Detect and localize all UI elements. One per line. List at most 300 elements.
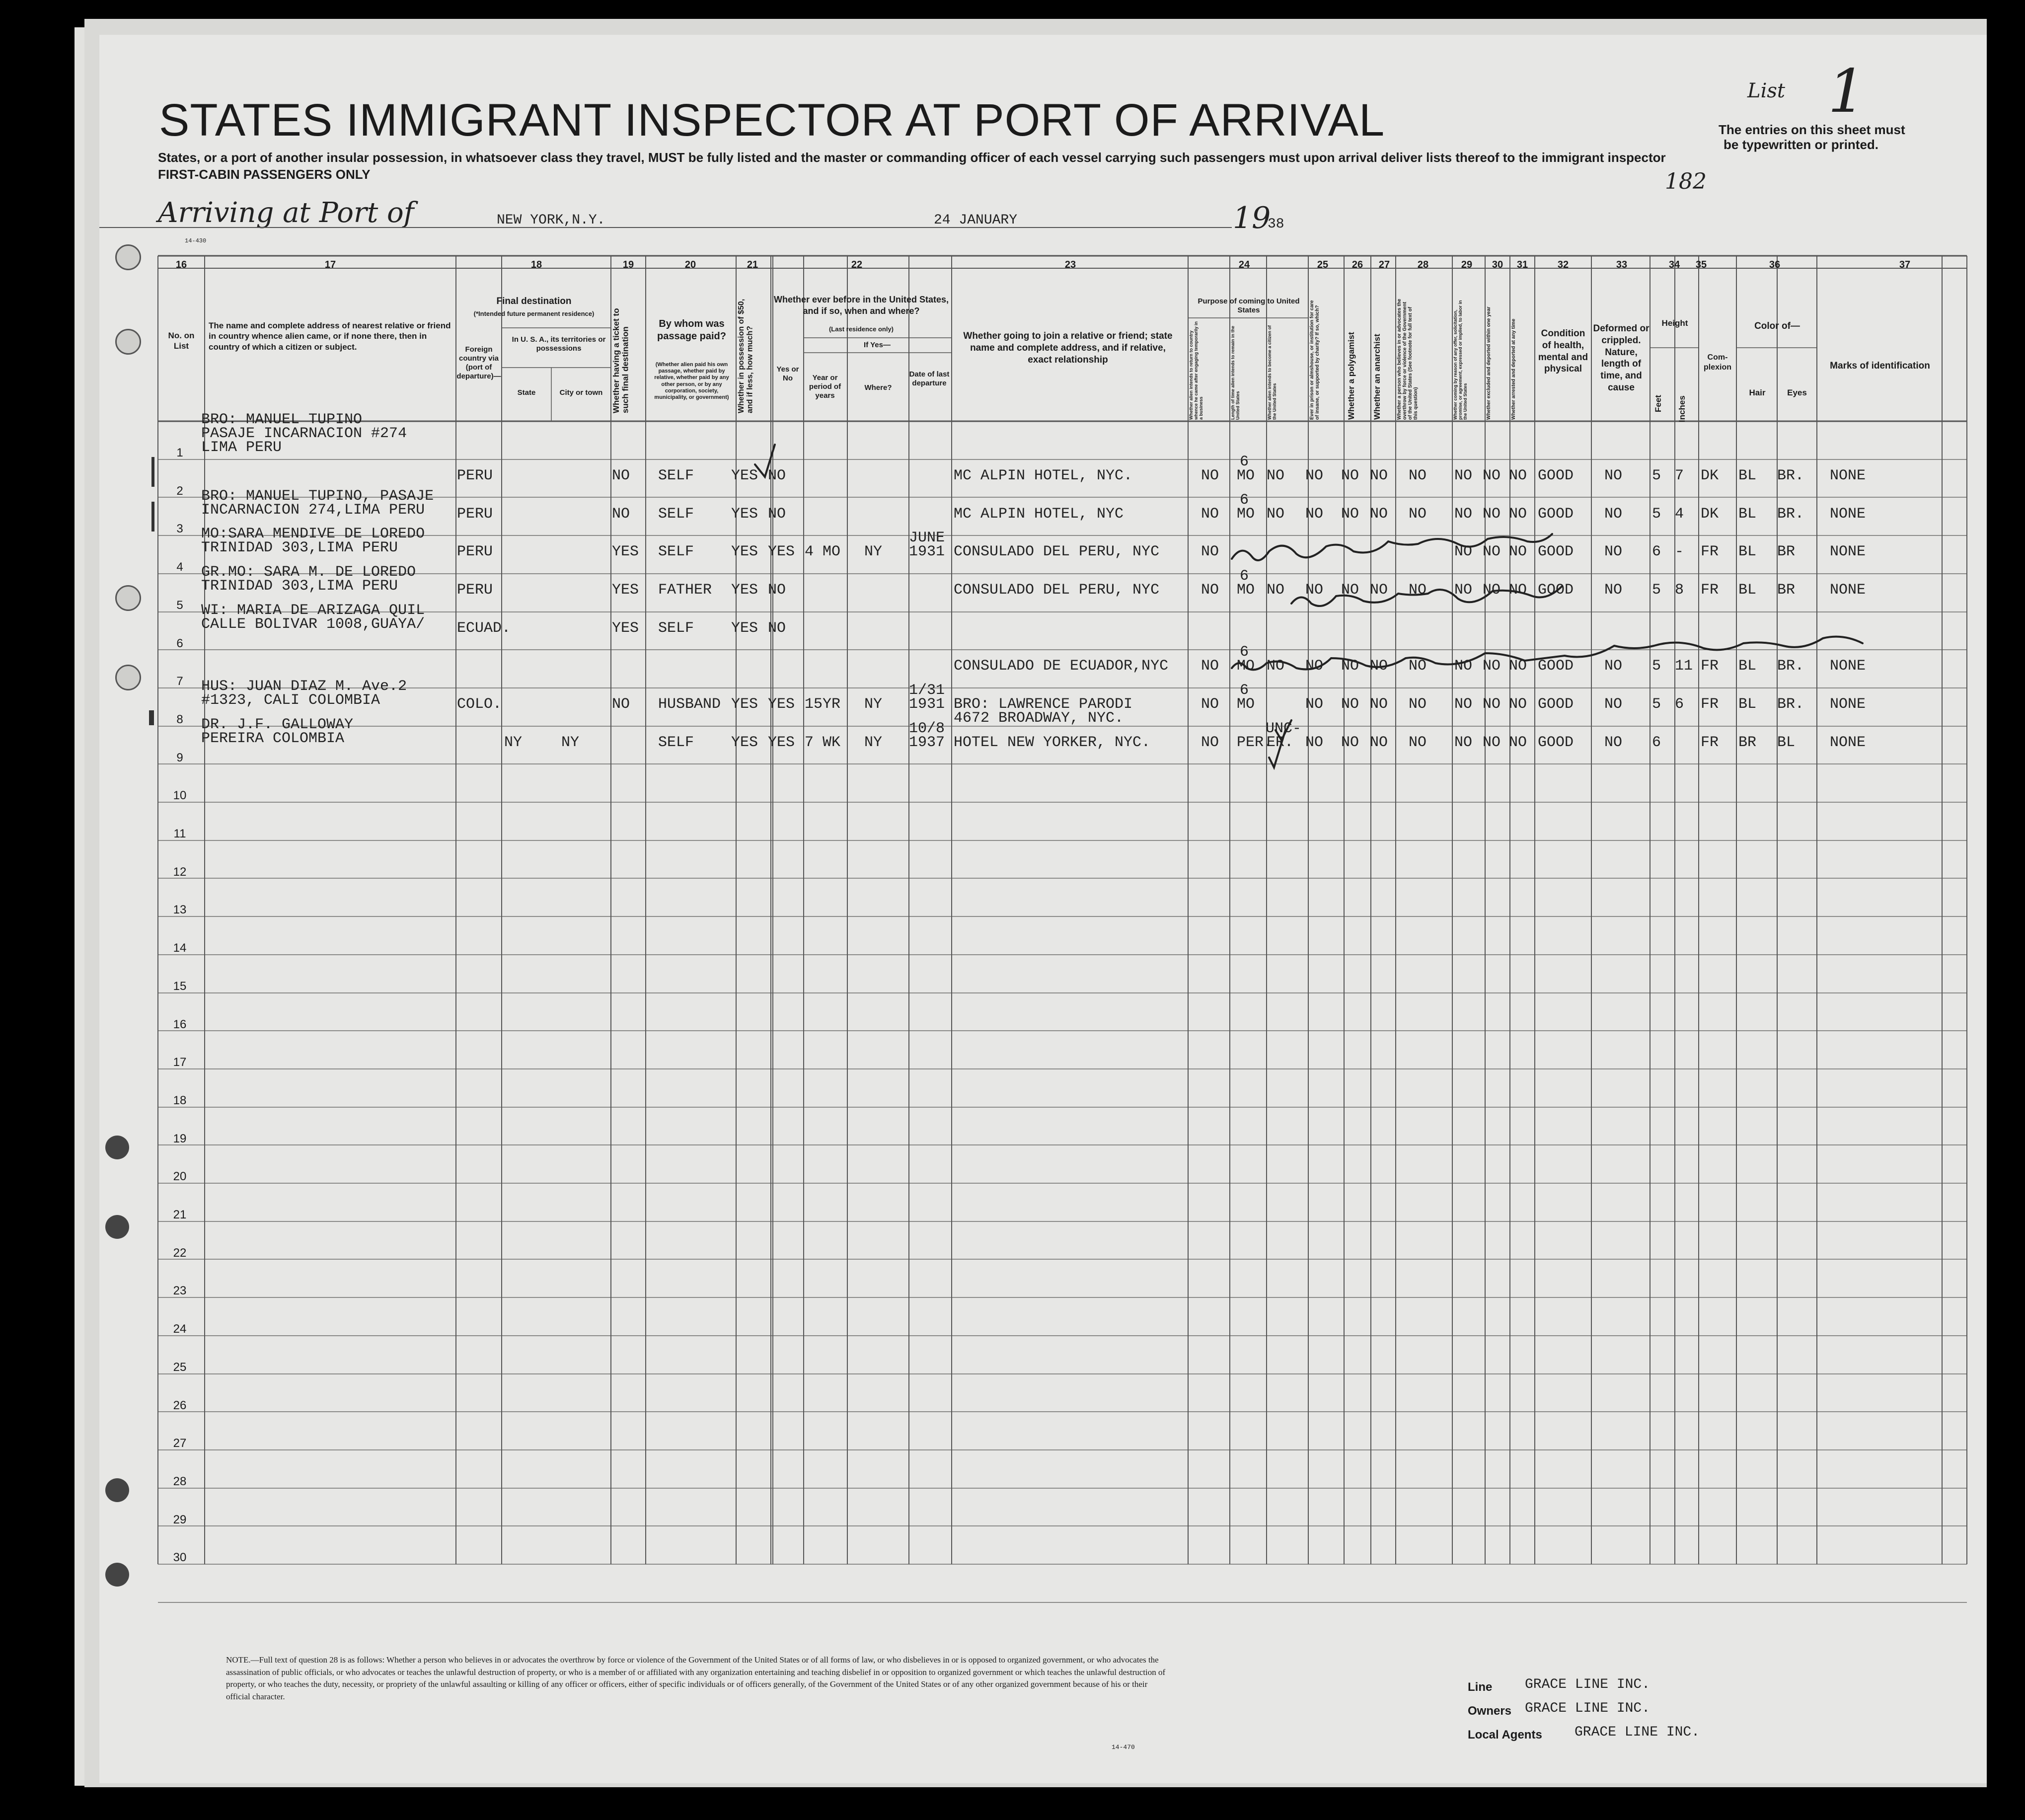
marks-value: NONE <box>1830 505 1866 523</box>
before-in-us: NO <box>768 467 786 484</box>
complexion-value: FR <box>1701 581 1719 599</box>
row-number: 18 <box>173 1093 187 1107</box>
relative-line-1: GR.MO: SARA M. DE LOREDO <box>201 563 416 581</box>
complexion-value: FR <box>1701 658 1719 675</box>
header-inches: Inches <box>1677 395 1687 422</box>
relative-line-1: MO:SARA MENDIVE DE LOREDO <box>201 526 425 543</box>
purpose-length: PER. <box>1237 734 1273 751</box>
row-number: 29 <box>173 1513 187 1526</box>
q31-value: NO <box>1509 696 1527 713</box>
list-number: 1 <box>1828 57 1866 126</box>
purpose-length: MO <box>1237 467 1255 484</box>
health-value: GOOD <box>1538 467 1574 484</box>
join-relative: HOTEL NEW YORKER, NYC. <box>954 734 1151 751</box>
q30-value: NO <box>1483 734 1501 751</box>
purpose-citizen: NO <box>1267 505 1285 523</box>
header-height: Height <box>1661 318 1688 328</box>
height-inches: 11 <box>1675 658 1693 675</box>
header-before: Whether ever before in the United States, and if so, when and where? <box>773 295 949 316</box>
before-in-us: YES <box>768 543 795 561</box>
row-number: 17 <box>173 1056 187 1069</box>
header-where: Where? <box>864 383 892 392</box>
q31-value: NO <box>1509 581 1527 599</box>
header-prison: Ever in prison or almshouse, or institution for care of insane, or supported by charity? If so, which? <box>1309 300 1320 420</box>
hair-color: BL <box>1738 505 1757 523</box>
header-usa: In U. S. A., its territories or possessions <box>512 335 606 353</box>
header-final-destination-note: (*Intended future permanent residence) <box>473 310 595 317</box>
row-number: 22 <box>173 1246 187 1260</box>
col-num-33: 33 <box>1616 259 1628 270</box>
purpose-length: MO <box>1237 581 1255 599</box>
row-number: 14 <box>173 941 187 955</box>
q25-value: NO <box>1305 696 1324 713</box>
complexion-value: FR <box>1701 543 1719 561</box>
q29-value: NO <box>1454 658 1473 675</box>
complexion-value: FR <box>1701 696 1719 713</box>
deformed-value: NO <box>1604 467 1623 484</box>
entries-note: The entries on this sheet must <box>1719 122 1905 137</box>
marks-value: NONE <box>1830 543 1866 561</box>
header-q29: Whether coming by reason of any offer, solicitation, promise, or agreement, expressed or implied, to labor in the United States <box>1453 300 1468 420</box>
header-polygamist: Whether a polygamist <box>1347 332 1356 420</box>
q31-value: NO <box>1509 505 1527 523</box>
q30-value: NO <box>1483 505 1501 523</box>
page-title: STATES IMMIGRANT INSPECTOR AT PORT OF ARRIVAL <box>159 95 1385 146</box>
join-relative: CONSULADO DEL PERU, NYC <box>954 543 1160 561</box>
header-condition: Condition of health, mental and physical <box>1538 328 1588 375</box>
col-num-27: 27 <box>1378 259 1390 270</box>
port-value: NEW YORK,N.Y. <box>497 213 605 228</box>
col-num-23: 23 <box>1064 259 1076 270</box>
q27-value: NO <box>1370 505 1388 523</box>
relative-line-2: PASAJE INCARNACION #274 <box>201 425 407 443</box>
join-relative: BRO: LAWRENCE PARODI <box>954 696 1133 713</box>
relative-line-2: TRINIDAD 303,LIMA PERU <box>201 577 398 595</box>
col-num-35: 35 <box>1695 259 1707 270</box>
col-num-36: 36 <box>1769 259 1781 270</box>
col-num-22: 22 <box>851 259 863 270</box>
purpose-citizen: NO <box>1267 467 1285 484</box>
handwritten-annotation-row6 <box>1232 637 1863 670</box>
relative-line-2: PEREIRA COLOMBIA <box>201 730 345 747</box>
height-inches: 6 <box>1675 696 1684 713</box>
col-num-29: 29 <box>1461 259 1473 270</box>
row-number: 7 <box>176 675 183 688</box>
departure-date-2: 1937 <box>909 734 945 751</box>
col-num-37: 37 <box>1899 259 1911 270</box>
fifty-dollars: YES <box>731 467 758 484</box>
row-number: 3 <box>176 522 183 536</box>
deformed-value: NO <box>1604 543 1623 561</box>
class-note: FIRST-CABIN PASSENGERS ONLY <box>158 167 371 182</box>
q27-value: NO <box>1370 734 1388 751</box>
foreign-country: PERU <box>457 581 493 599</box>
paid-by: SELF <box>658 467 694 484</box>
row-number: 21 <box>173 1208 187 1221</box>
departure-date-1: 1/31 <box>909 682 945 699</box>
header-fifty: Whether in possession of $50, and if less, how much? <box>737 299 754 413</box>
marks-value: NONE <box>1830 467 1866 484</box>
line-label: Line <box>1468 1680 1493 1694</box>
where-value: NY <box>864 543 883 561</box>
purpose-length: MO <box>1237 658 1255 675</box>
q28-value: NO <box>1409 696 1427 713</box>
health-value: GOOD <box>1538 581 1574 599</box>
height-feet: 5 <box>1652 505 1661 523</box>
health-value: GOOD <box>1538 696 1574 713</box>
arriving-label: Arriving at Port of <box>158 197 414 229</box>
col-num-17: 17 <box>324 259 336 270</box>
header-p-reside: Whether alien intends to return to country whence he came after engaging temporarily in a business <box>1189 321 1203 420</box>
row-number: 9 <box>176 751 183 764</box>
handwritten-annotation-row4 <box>1232 534 1552 560</box>
q25-value: NO <box>1305 467 1324 484</box>
departure-date-1: JUNE <box>909 530 945 547</box>
destination-state: NY <box>504 734 523 751</box>
row-number: 11 <box>173 827 186 840</box>
fifty-dollars: YES <box>731 543 758 561</box>
col-num-34: 34 <box>1668 259 1680 270</box>
row-number: 10 <box>173 789 187 803</box>
join-relative: MC ALPIN HOTEL, NYC <box>954 505 1124 523</box>
q27-value: NO <box>1370 658 1388 675</box>
header-foreign-country: Foreign country via (port of departure)— <box>456 345 501 380</box>
handwritten-check-mark <box>755 445 775 477</box>
q27-value: NO <box>1370 467 1388 484</box>
header-p-citizen: Whether alien intends to become a citizen of the United States <box>1267 325 1277 420</box>
purpose-length-num: 6 <box>1240 567 1249 585</box>
deformed-value: NO <box>1604 505 1623 523</box>
q29-value: NO <box>1454 581 1473 599</box>
q25-value: NO <box>1305 581 1324 599</box>
height-feet: 6 <box>1652 734 1661 751</box>
paid-by: HUSBAND <box>658 696 721 713</box>
destination-city: NY <box>561 734 580 751</box>
complexion-value: DK <box>1701 505 1719 523</box>
q28-value: NO <box>1409 581 1427 599</box>
form-code-top: 14-430 <box>185 237 207 244</box>
join-relative: CONSULADO DEL PERU, NYC <box>954 581 1160 599</box>
fifty-dollars: YES <box>731 619 758 637</box>
header-ticket: Whether having a ticket to such final destination <box>611 308 630 413</box>
agents-label: Local Agents <box>1468 1728 1542 1742</box>
q28-value: NO <box>1409 658 1427 675</box>
row-number: 2 <box>176 484 183 498</box>
row-number: 8 <box>176 712 183 726</box>
paid-by: SELF <box>658 619 694 637</box>
q26-value: NO <box>1341 658 1359 675</box>
q28-value: NO <box>1409 467 1427 484</box>
row-number: 26 <box>173 1398 187 1412</box>
complexion-value: DK <box>1701 467 1719 484</box>
relative-line-2: INCARNACION 274,LIMA PERU <box>201 501 425 519</box>
eye-color: BR <box>1777 543 1796 561</box>
purpose-citizen: NO <box>1267 581 1285 599</box>
header-before-note: (Last residence only) <box>828 325 894 333</box>
relative-line-2: CALLE BOLIVAR 1008,GUAYA/ <box>201 615 425 633</box>
foreign-country: COLO. <box>457 696 502 713</box>
header-feet: Feet <box>1653 395 1663 412</box>
col-num-30: 30 <box>1492 259 1503 270</box>
col-num-31: 31 <box>1516 259 1528 270</box>
height-inches: - <box>1675 543 1684 561</box>
q26-value: NO <box>1341 734 1359 751</box>
paid-by: SELF <box>658 505 694 523</box>
height-feet: 6 <box>1652 543 1661 561</box>
header-p-length: Length of time alien intends to remain in the United States <box>1230 325 1240 420</box>
eye-color: BR. <box>1777 467 1804 484</box>
q26-value: NO <box>1341 581 1359 599</box>
foreign-country: PERU <box>457 543 493 561</box>
row-number: 24 <box>173 1322 187 1336</box>
purpose-citizen: ER. <box>1267 734 1294 751</box>
height-feet: 5 <box>1652 467 1661 484</box>
height-feet: 5 <box>1652 581 1661 599</box>
q29-value: NO <box>1454 734 1473 751</box>
q28-value: NO <box>1409 505 1427 523</box>
relative-line-3: LIMA PERU <box>201 439 282 456</box>
purpose-return: NO <box>1201 543 1219 561</box>
row-number: 6 <box>176 636 183 650</box>
purpose-return: NO <box>1201 658 1219 675</box>
deformed-value: NO <box>1604 658 1623 675</box>
year-prefix: 19 <box>1233 201 1271 235</box>
q30-value: NO <box>1483 467 1501 484</box>
header-hair: Hair <box>1749 388 1766 397</box>
period-of-years: 4 MO <box>805 543 841 561</box>
date-value: 24 JANUARY <box>934 213 1018 228</box>
before-in-us: NO <box>768 505 786 523</box>
departure-date-1: 10/8 <box>909 720 945 737</box>
q26-value: NO <box>1341 467 1359 484</box>
row-number: 1 <box>176 446 183 459</box>
join-relative: CONSULADO DE ECUADOR,NYC <box>954 658 1169 675</box>
join-relative-2: 4672 BROADWAY, NYC. <box>954 710 1124 727</box>
hair-color: BL <box>1738 467 1757 484</box>
list-label: List <box>1747 79 1785 102</box>
complexion-value: FR <box>1701 734 1719 751</box>
period-of-years: 15YR <box>805 696 841 713</box>
owners-value: GRACE LINE INC. <box>1525 1701 1650 1716</box>
purpose-return: NO <box>1201 581 1219 599</box>
col-num-19: 19 <box>622 259 634 270</box>
hair-color: BR <box>1738 734 1757 751</box>
ticket-value: YES <box>612 581 639 599</box>
handwritten-annotation-row5 <box>1291 586 1562 606</box>
header-join: Whether going to join a relative or friend; state name and complete address, and if relative, exact relationship <box>963 331 1173 365</box>
fifty-dollars: YES <box>731 696 758 713</box>
marks-value: NONE <box>1830 696 1866 713</box>
header-anarchist: Whether an anarchist <box>1372 334 1382 420</box>
ticket-value: NO <box>612 505 630 523</box>
col-num-20: 20 <box>684 259 696 270</box>
deformed-value: NO <box>1604 581 1623 599</box>
health-value: GOOD <box>1538 505 1574 523</box>
row-number: 13 <box>173 903 187 917</box>
height-feet: 5 <box>1652 658 1661 675</box>
purpose-length-num: 6 <box>1240 453 1249 470</box>
health-value: GOOD <box>1538 734 1574 751</box>
line-value: GRACE LINE INC. <box>1525 1677 1650 1692</box>
owners-label: Owners <box>1468 1704 1512 1718</box>
fifty-dollars: YES <box>731 734 758 751</box>
header-q30: Whether excluded and deported within one year <box>1486 306 1492 420</box>
fifty-dollars: YES <box>731 581 758 599</box>
row-number: 16 <box>173 1017 187 1031</box>
marks-value: NONE <box>1830 734 1866 751</box>
purpose-return: NO <box>1201 734 1219 751</box>
row-number: 15 <box>173 979 187 993</box>
join-relative: MC ALPIN HOTEL, NYC. <box>954 467 1133 484</box>
eye-color: BR <box>1777 581 1796 599</box>
purpose-citizen: NO <box>1267 658 1285 675</box>
header-q31: Whether arrested and deported at any time <box>1511 318 1516 420</box>
ticket-value: NO <box>612 467 630 484</box>
foreign-country: PERU <box>457 505 493 523</box>
purpose-length-num: 6 <box>1240 644 1249 661</box>
header-date-departure: Date of last departure <box>909 370 950 387</box>
q29-value: NO <box>1454 467 1473 484</box>
health-value: GOOD <box>1538 543 1574 561</box>
col-num-26: 26 <box>1351 259 1363 270</box>
paid-by: FATHER <box>658 581 712 599</box>
header-purpose: Purpose of coming to United States <box>1198 297 1300 314</box>
col-num-21: 21 <box>747 259 758 270</box>
header-paid-note: (Whether alien paid his own passage, whether paid by relative, whether paid by any other person, or by any corporation, society, municipality, or government) <box>654 362 729 400</box>
purpose-length-num: 6 <box>1240 491 1249 509</box>
marks-value: NONE <box>1830 658 1866 675</box>
instruction-text: States, or a port of another insular possession, in whatsoever class they travel, MUST be fully listed and the master or commanding officer of each vessel carrying such passengers must upon arrival deliver lists thereof to the immigrant inspector <box>158 150 1666 165</box>
ticket-value: YES <box>612 543 639 561</box>
q30-value: NO <box>1483 581 1501 599</box>
purpose-return: NO <box>1201 696 1219 713</box>
col-num-28: 28 <box>1417 259 1429 270</box>
header-deformed: Deformed or crippled. Nature, length of time, and cause <box>1593 323 1650 393</box>
q31-value: NO <box>1509 734 1527 751</box>
paid-by: SELF <box>658 734 694 751</box>
q26-value: NO <box>1341 696 1359 713</box>
col-num-16: 16 <box>175 259 187 270</box>
q31-value: NO <box>1509 658 1527 675</box>
eye-color: BR. <box>1777 658 1804 675</box>
purpose-citizen-1: UNC- <box>1266 720 1302 737</box>
hair-color: BL <box>1738 658 1757 675</box>
q29-value: NO <box>1454 696 1473 713</box>
hair-color: BL <box>1738 696 1757 713</box>
header-city: City or town <box>559 388 603 397</box>
where-value: NY <box>864 734 883 751</box>
height-inches: 8 <box>1675 581 1684 599</box>
q29-value: NO <box>1454 543 1473 561</box>
q25-value: NO <box>1305 734 1324 751</box>
purpose-length-num: 6 <box>1240 682 1249 699</box>
eye-color: BR. <box>1777 505 1804 523</box>
header-paid: By whom was passage paid? <box>657 318 726 342</box>
header-q28: Whether a person who believes in or advocates the overthrow by force or violence of the Government of the United States (See footnote for full text of this question) <box>1397 299 1419 420</box>
marks-value: NONE <box>1830 581 1866 599</box>
ticket-value: NO <box>612 696 630 713</box>
before-in-us: YES <box>768 734 795 751</box>
q28-value: NO <box>1409 734 1427 751</box>
relative-line-1: WI: MARIA DE ARIZAGA QUIL <box>201 602 425 619</box>
departure-date-2: 1931 <box>909 543 945 561</box>
row-number: 23 <box>173 1284 187 1298</box>
row-number: 30 <box>173 1551 187 1565</box>
q29-value: NO <box>1454 505 1473 523</box>
form-code-bottom: 14-470 <box>1112 1744 1135 1751</box>
q31-value: NO <box>1509 467 1527 484</box>
entries-note-2: be typewritten or printed. <box>1724 137 1879 152</box>
row-number: 5 <box>176 598 183 612</box>
footnote-q28: NOTE.—Full text of question 28 is as follows: Whether a person who believes in or advocates the overthrow by force or violence of the Government of the United States or of all forms of law, or who disbelieves in or is opposed to organized government, or who advocates the assassination of public officials, or who advocates or teaches the unlawful destruction of property, or who is a member of or affiliated with any organization entertaining and teaching disbelief in or opposition to organized government or which teaches the unlawful destruction of property, or who teaches the duty, necessity, or propriety of the unlawful assaulting or killing of any officer or officers, either of specific individuals or of officers generally, of the Government of the United States or of any other organized government because of his or their official character. <box>226 1655 1166 1701</box>
col-num-18: 18 <box>530 259 542 270</box>
relative-line-2: #1323, CALI COLOMBIA <box>201 692 380 709</box>
q25-value: NO <box>1305 505 1324 523</box>
col-num-32: 32 <box>1557 259 1569 270</box>
row-number: 19 <box>173 1132 187 1145</box>
q30-value: NO <box>1483 658 1501 675</box>
header-complexion: Com-plexion <box>1703 353 1731 372</box>
relative-line-1: HUS: JUAN DIAZ M. Ave.2 <box>201 678 407 695</box>
col-num-25: 25 <box>1317 259 1329 270</box>
deformed-value: NO <box>1604 734 1623 751</box>
period-of-years: 7 WK <box>805 734 841 751</box>
purpose-length: MO <box>1237 505 1255 523</box>
height-inches: 7 <box>1675 467 1684 484</box>
foreign-country: PERU <box>457 467 493 484</box>
q27-value: NO <box>1370 581 1388 599</box>
purpose-return: NO <box>1201 467 1219 484</box>
header-if-yes: If Yes— <box>864 341 891 349</box>
fifty-dollars: YES <box>731 505 758 523</box>
header-state: State <box>517 388 536 397</box>
agents-value: GRACE LINE INC. <box>1575 1725 1700 1740</box>
where-value: NY <box>864 696 883 713</box>
health-value: GOOD <box>1538 658 1574 675</box>
header-relative: The name and complete address of nearest relative or friend in country whence alien came, or if none there, then in country of which a citizen or subject. <box>209 321 451 352</box>
before-in-us: NO <box>768 581 786 599</box>
sheet-number: 182 <box>1665 169 1707 194</box>
row-number: 4 <box>176 560 183 574</box>
row-number: 28 <box>173 1474 187 1488</box>
height-inches: 4 <box>1675 505 1684 523</box>
q27-value: NO <box>1370 696 1388 713</box>
header-marks: Marks of identification <box>1830 361 1930 371</box>
relative-line-1: DR. J.F. GALLOWAY <box>201 716 354 733</box>
paid-by: SELF <box>658 543 694 561</box>
header-final-destination: Final destination <box>496 296 572 306</box>
header-year-period: Year or period of years <box>809 374 841 400</box>
before-in-us: YES <box>768 696 795 713</box>
foreign-country: ECUAD. <box>457 619 511 637</box>
q25-value: NO <box>1305 658 1324 675</box>
row-number: 27 <box>173 1437 187 1450</box>
hair-color: BL <box>1738 581 1757 599</box>
relative-line-2: TRINIDAD 303,LIMA PERU <box>201 539 398 557</box>
departure-date-2: 1931 <box>909 696 945 713</box>
row-number: 20 <box>173 1170 187 1184</box>
q30-value: NO <box>1483 696 1501 713</box>
eye-color: BR. <box>1777 696 1804 713</box>
year-suffix: 38 <box>1268 217 1284 232</box>
purpose-return: NO <box>1201 505 1219 523</box>
row-number: 12 <box>173 865 187 879</box>
before-in-us: NO <box>768 619 786 637</box>
header-yes-or-no: Yes or No <box>776 365 799 382</box>
col-num-24: 24 <box>1238 259 1250 270</box>
hair-color: BL <box>1738 543 1757 561</box>
purpose-length: MO <box>1237 696 1255 713</box>
